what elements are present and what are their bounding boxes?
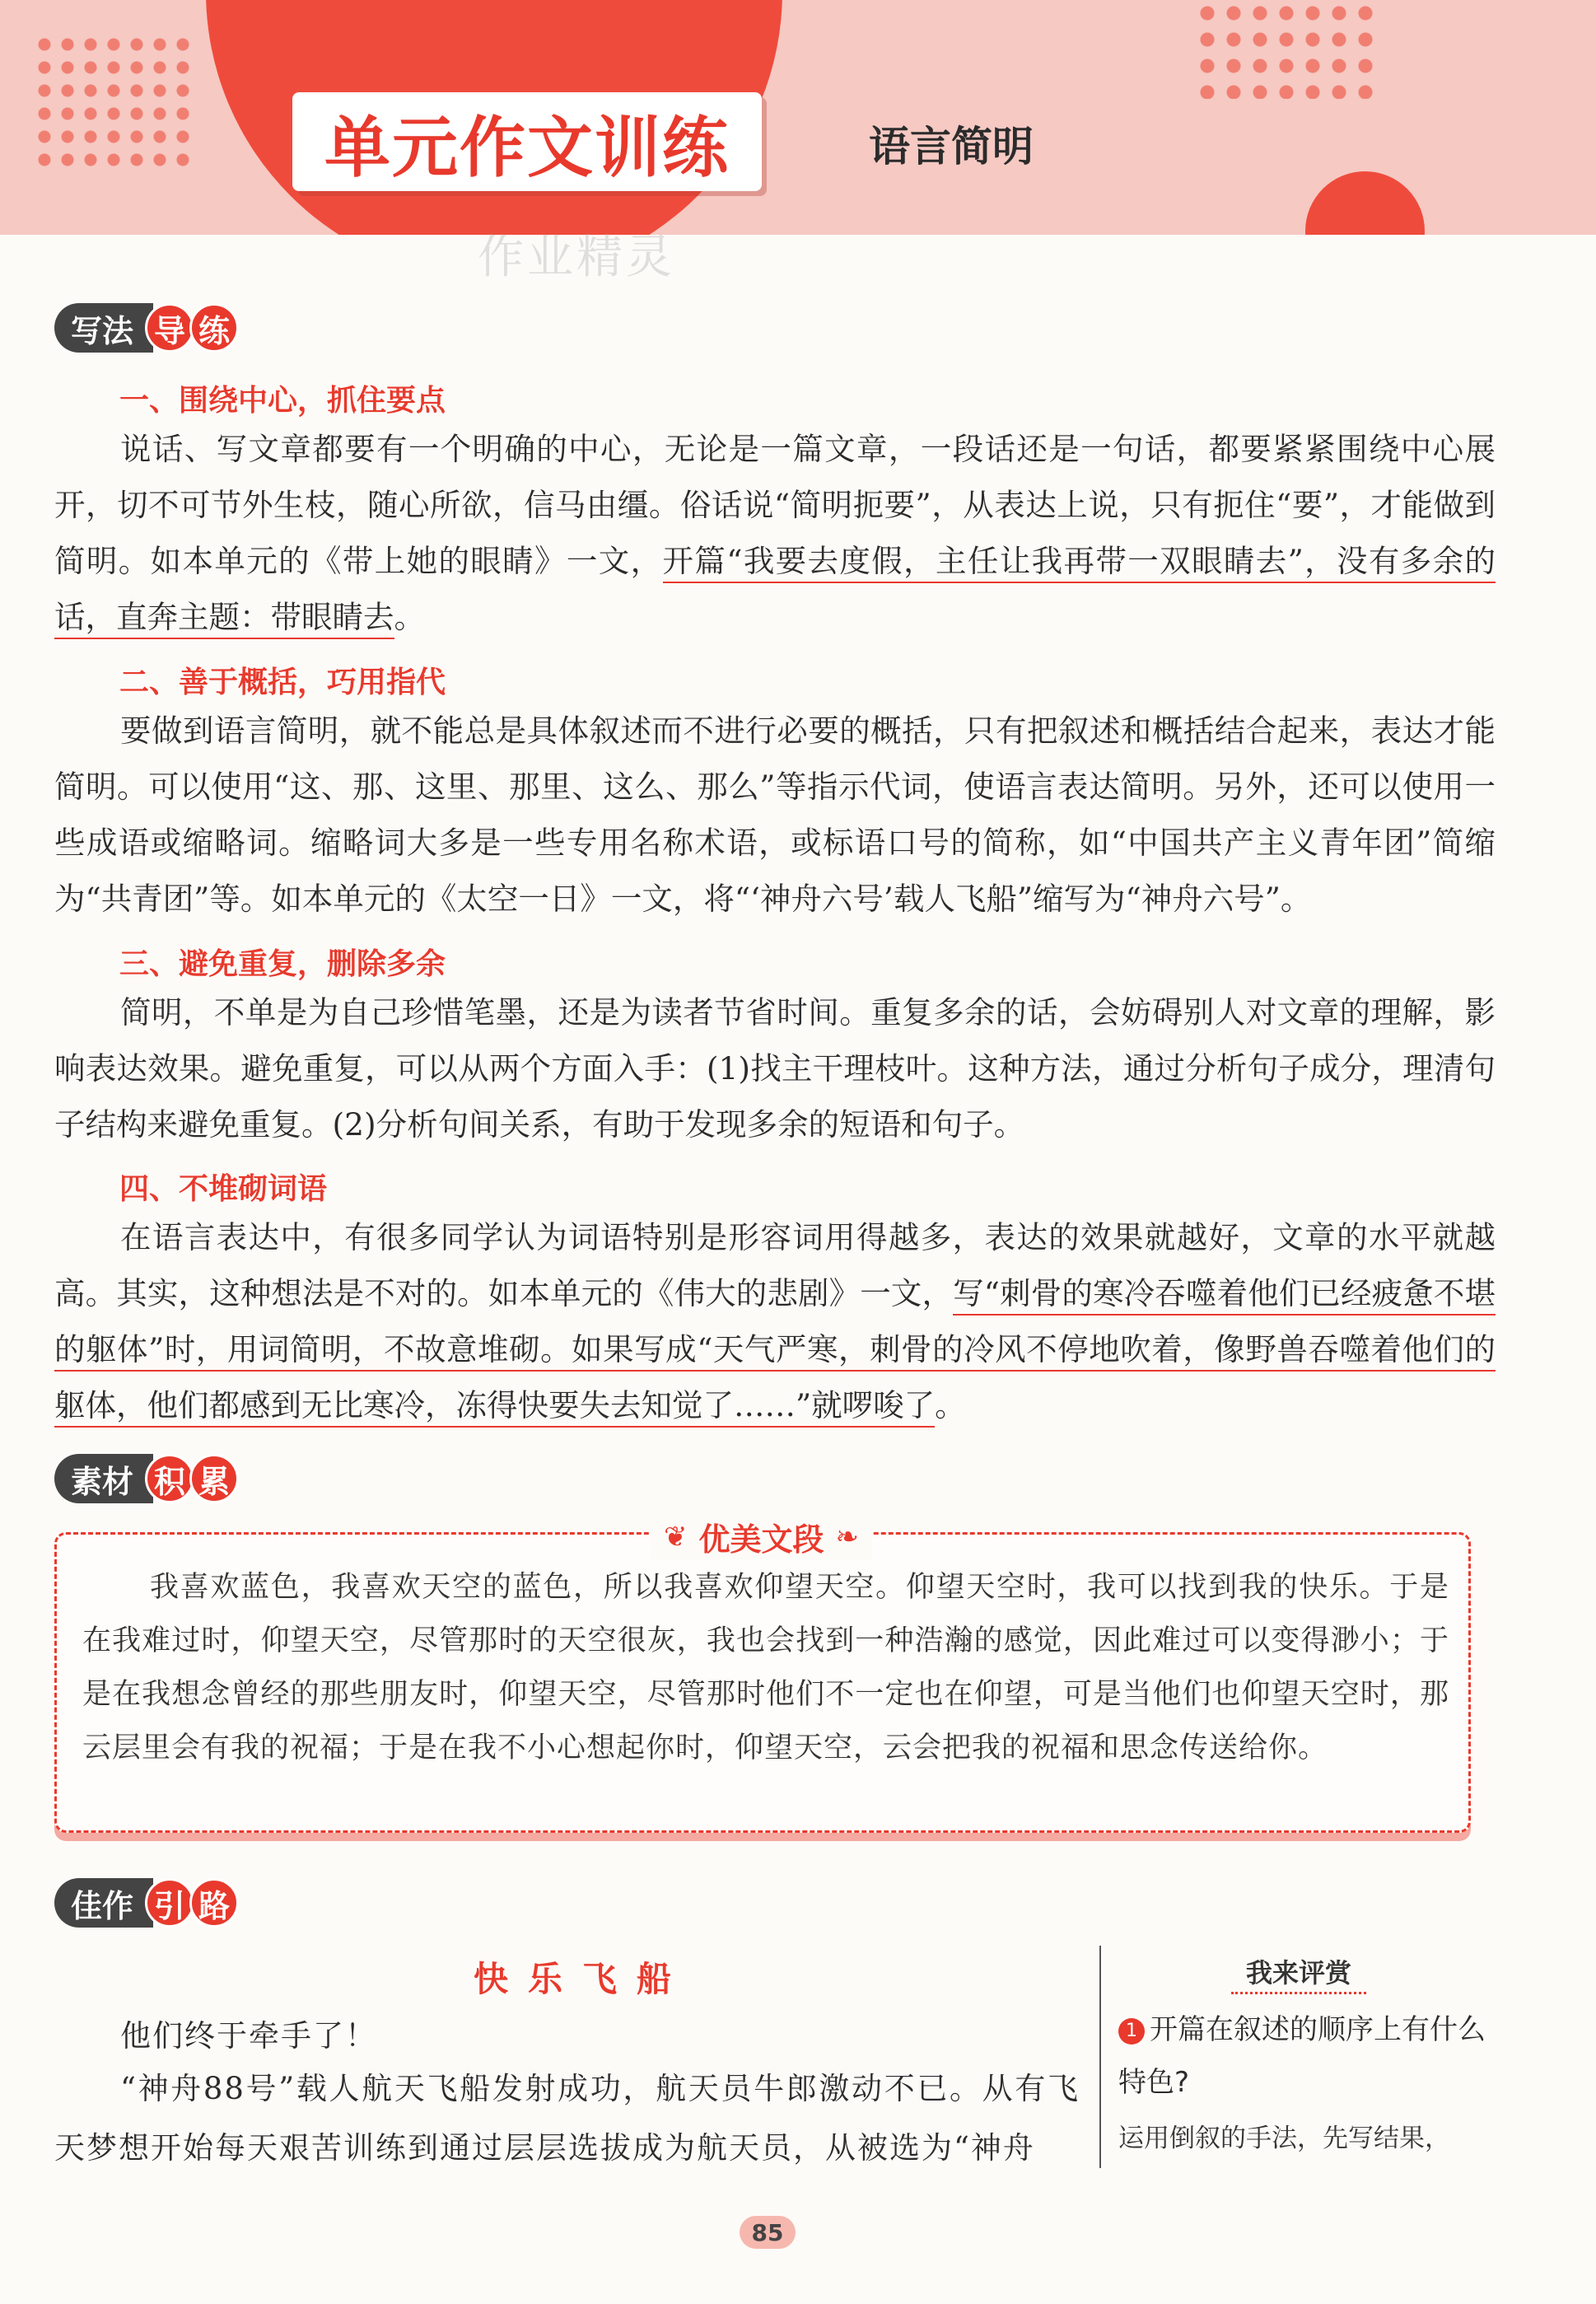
section-tag-label: 佳作 <box>54 1878 153 1928</box>
column-divider <box>1099 1946 1101 2168</box>
guide-paragraph-1 <box>54 421 1496 645</box>
essay-paragraph-2: “神舟88号”载人航天飞船发射成功，航天员牛郎激动不已。从有飞天梦想开始每天艰苦训练到通过层层选拔成为航天员，从被选为“神舟 <box>54 2071 1080 2166</box>
section-tag-circle: 练 <box>189 303 239 353</box>
guide-heading-1: 一、围绕中心，抓住要点 <box>119 384 446 418</box>
section-tag-circle: 导 <box>145 303 194 353</box>
section-tag-label: 写法 <box>54 303 153 353</box>
guide-heading-4: 四、不堆砌词语 <box>119 1172 328 1206</box>
underlined-text: 开篇“我要去度假，主任让我再带一双眼睛去”，没有多余的话，直奔主题：带眼睛去 <box>54 543 1496 639</box>
unit-title-box <box>292 92 762 191</box>
banner-dot-pattern <box>1194 0 1384 99</box>
swirl-ornament-icon: ❧ <box>835 1520 860 1554</box>
watermark: 作业精灵 <box>478 231 675 284</box>
swirl-ornament-icon: ❦ <box>664 1520 688 1554</box>
paragraph-text: 说话、写文章都要有一个明确的中心，无论是一篇文章，一段话还是一句话，都要紧紧围绕中心展开，切不可节外生枝，随心所欲，信马由缰。俗话说“简明扼要”，从表达上说，只有扼住“要”，才能做到简明。如本单元的《带上她的眼睛》一文， <box>54 431 1496 579</box>
section-tag-circle: 累 <box>189 1454 239 1503</box>
paragraph-text: 。 <box>935 1387 966 1423</box>
page-number: 85 <box>740 2216 796 2249</box>
comment-answer: 运用倒叙的手法，先写结果， <box>1118 2124 1450 2153</box>
banner-decoration-circle-small <box>1305 171 1425 235</box>
unit-subtitle: 语言简明 <box>869 123 1034 171</box>
paragraph-text: 在语言表达中，有很多同学认为词语特别是形容词用得越多，表达的效果就越好，文章的水平就越高。其实，这种想法是不对的。如本单元的《伟大的悲剧》一文， <box>54 1219 1496 1311</box>
section-tag-guide <box>54 303 239 353</box>
guide-heading-2: 二、善于概括，巧用指代 <box>119 666 446 699</box>
comment-question <box>1118 2003 1489 2109</box>
section-tag-model <box>54 1878 239 1928</box>
section-tag-circle: 路 <box>189 1878 239 1928</box>
header-banner <box>0 0 1596 235</box>
section-tag-label: 素材 <box>54 1454 153 1503</box>
unit-title: 单元作文训练 <box>324 109 730 186</box>
guide-paragraph-3: 简明，不单是为自己珍惜笔墨，还是为读者节省时间。重复多余的话，会妨碍别人对文章的理解，影响表达效果。避免重复，可以从两个方面入手：(1)找主干理枝叶。这种方法，通过分析句子成分，理清句子结构来避免重复。(2)分析句间关系，有助于发现多余的短语和句子。 <box>54 994 1496 1143</box>
essay-paragraph-1: 他们终于牵手了！ <box>120 2018 377 2054</box>
section-tag-circle: 引 <box>145 1878 194 1928</box>
underlined-text: 写“刺骨的寒冷吞噬着他们已经疲惫不堪的躯体”时，用词简明，不故意堆砌。如果写成“天气严寒，刺骨的冷风不停地吹着，像野兽吞噬着他们的躯体，他们都感到无比寒冷，冻得快要失去知觉了……”就啰唆了 <box>54 1275 1496 1428</box>
guide-paragraph-4 <box>54 1209 1496 1433</box>
essay-title: 快乐飞船 <box>474 1959 692 1999</box>
question-number-badge: 1 <box>1118 2018 1145 2045</box>
section-tag-material <box>54 1454 239 1503</box>
paragraph-text: 。 <box>394 599 425 635</box>
guide-paragraph-2: 要做到语言简明，就不能总是具体叙述而不进行必要的概括，只有把叙述和概括结合起来，表达才能简明。可以使用“这、那、这里、那里、这么、那么”等指示代词，使语言表达简明。另外，还可以使用一些成语或缩略词。缩略词大多是一些专用名称术语，或标语口号的简称，如“中国共产主义青年团”简缩为“共青团”等。如本单元的《太空一日》一文，将“‘神舟六号’载人飞船”缩写为“神舟六号”。 <box>54 713 1496 917</box>
excerpt-text: 我喜欢蓝色，我喜欢天空的蓝色，所以我喜欢仰望天空。仰望天空时，我可以找到我的快乐。于是在我难过时，仰望天空，尽管那时的天空很灰，我也会找到一种浩瀚的感觉，因此难过可以变得渺小；于是在我想念曾经的那些朋友时，仰望天空，尽管那时他们不一定也在仰望，可是当他们也仰望天空时，那云层里会有我的祝福；于是在我不小心想起你时，仰望天空，云会把我的祝福和思念传送给你。 <box>82 1571 1449 1764</box>
excerpt-title-wrap <box>651 1514 872 1559</box>
guide-heading-3: 三、避免重复，删除多余 <box>119 947 446 981</box>
comment-heading: 我来评赏 <box>1231 1951 1366 1994</box>
question-text: 开篇在叙述的顺序上有什么特色? <box>1118 2013 1486 2099</box>
section-tag-circle: 积 <box>145 1454 194 1503</box>
excerpt-title: 优美文段 <box>698 1521 824 1558</box>
banner-dot-pattern <box>33 33 198 173</box>
